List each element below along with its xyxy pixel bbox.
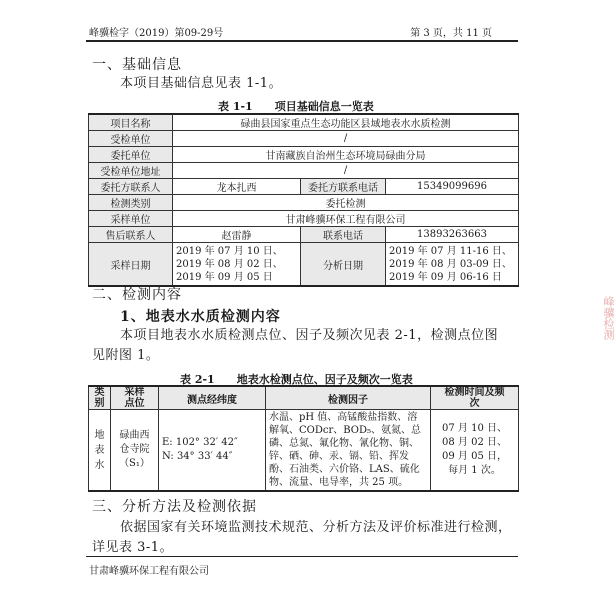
category-char: 地 (94, 429, 105, 441)
client-contact-label: 委托方联系人 (89, 179, 173, 195)
sampling-date: 2019 年 07 月 10 日、 (176, 245, 283, 257)
col-sampling-line1: 采样 (124, 387, 145, 398)
table-row (89, 211, 519, 227)
table2-caption-number: 表 2-1 (180, 373, 215, 386)
sampling-date-label: 采样日期 (89, 243, 173, 287)
inspected-addr-label: 受检单位地址 (89, 163, 173, 179)
table-row (89, 227, 519, 243)
doc-number: 峰骥检字（2019）第09-29号 (89, 28, 224, 39)
col-sampling-site (111, 386, 159, 410)
col-factors: 检测因子 (266, 386, 431, 410)
coord-e: E: 102° 32′ 42″ (162, 437, 238, 448)
site-line: 碌曲西 (119, 430, 150, 441)
project-name-value: 碌曲县国家重点生态功能区县域地表水水质检测 (173, 114, 519, 131)
category-char: 水 (94, 459, 105, 471)
site-cell (111, 410, 159, 492)
section2-para-line2: 见附图 1。 (92, 348, 160, 363)
analysis-date: 2019 年 07 月 11-16 日、 (389, 245, 512, 257)
analysis-dates (386, 243, 519, 287)
col-category-line2: 别 (94, 398, 105, 409)
phone-label: 联系电话 (301, 227, 386, 243)
factor-line: 酚、石油类、六价铬、LAS、硫化 (269, 464, 420, 475)
footer-company: 甘肃峰骥环保工程有限公司 (89, 566, 209, 577)
section3-para-line2: 详见表 3-1。 (92, 540, 174, 555)
category-cell (89, 410, 111, 492)
col-time (431, 386, 519, 410)
monitoring-table (88, 385, 519, 492)
inspected-addr-value: / (173, 163, 519, 179)
client-unit-value: 甘南藏族自治州生态环境局碌曲分局 (173, 147, 519, 163)
col-sampling-line2: 点位 (124, 398, 145, 409)
time-line: 08 月 02 日、 (442, 437, 507, 448)
project-name-label: 项目名称 (89, 114, 173, 131)
header-rule (86, 40, 518, 42)
factor-line: 水温、pH 值、高锰酸盐指数、溶 (269, 412, 418, 423)
section2-subtitle: 1、地表水水质检测内容 (120, 309, 281, 325)
table2-caption-title: 地表水检测点位、因子及频次一览表 (236, 373, 413, 386)
time-line: 09 月 05 日， (442, 451, 507, 462)
table-row (89, 147, 519, 163)
section2-para-line1: 本项目地表水水质检测点位、因子及频次见表 2-1，检测点位图 (120, 328, 499, 343)
client-contact-value: 龙本扎西 (173, 179, 301, 195)
section1-title: 一、基础信息 (92, 57, 182, 73)
factors-cell (266, 410, 431, 492)
factor-line: 物、流量、电导率，共 25 项。 (269, 477, 409, 488)
times-cell (431, 410, 519, 492)
table-header-row (89, 386, 519, 410)
analysis-date: 2019 年 08 月 03-09 日、 (389, 258, 512, 270)
test-type-value: 委托检测 (173, 195, 519, 211)
time-line: 07 月 10 日、 (442, 423, 507, 434)
project-info-table (88, 113, 519, 287)
aftersale-label: 售后联系人 (89, 227, 173, 243)
client-phone-value: 15349099696 (386, 179, 519, 195)
table-row (89, 114, 519, 131)
sampling-date: 2019 年 09 月 05 日 (176, 271, 273, 283)
table-row (89, 179, 519, 195)
factor-line: 磷、总氮、氟化物、氰化物、铜、 (269, 438, 419, 449)
table-row (89, 131, 519, 147)
sampling-dates (173, 243, 301, 287)
table-row (89, 163, 519, 179)
category-char: 表 (94, 444, 105, 456)
test-type-label: 检测类别 (89, 195, 173, 211)
col-time-line2: 次 (469, 398, 480, 409)
inspected-unit-label: 受检单位 (89, 131, 173, 147)
sampling-date: 2019 年 08 月 02 日、 (176, 258, 283, 270)
phone-value: 13893263663 (386, 227, 519, 243)
section1-intro: 本项目基础信息见表 1-1。 (120, 76, 283, 91)
section3-title: 三、分析方法及检测依据 (92, 499, 257, 515)
aftersale-value: 赵雷静 (173, 227, 301, 243)
time-line: 每月 1 次。 (448, 465, 501, 476)
page-info: 第 3 页，共 11 页 (410, 28, 492, 39)
col-time-line1: 检测时间及频 (444, 387, 505, 398)
table1-caption-number: 表 1-1 (218, 100, 253, 113)
factor-line: 解氧、CODcr、BOD₅、氨氮、总 (269, 425, 422, 436)
table-row (89, 195, 519, 211)
client-unit-label: 委托单位 (89, 147, 173, 163)
table1-caption (218, 98, 374, 114)
analysis-date-label: 分析日期 (301, 243, 386, 287)
site-line: 仓寺院 (119, 444, 150, 455)
table1-caption-title: 项目基础信息一览表 (274, 100, 374, 113)
sampling-unit-label: 采样单位 (89, 211, 173, 227)
col-coords: 测点经纬度 (159, 386, 266, 410)
site-line: （S₁） (119, 458, 150, 469)
footer-rule (86, 556, 518, 557)
coords-cell (159, 410, 266, 492)
col-category-line1: 类 (94, 387, 105, 398)
inspected-unit-value: / (173, 131, 519, 147)
coord-n: N: 34° 33′ 44″ (162, 451, 233, 462)
table-row (89, 410, 519, 492)
section2-title: 二、检测内容 (92, 287, 182, 303)
company-seal-stamp: 峰骥检测 (602, 296, 615, 340)
sampling-unit-value: 甘肃峰骥环保工程有限公司 (173, 211, 519, 227)
col-category (89, 386, 111, 410)
client-phone-label: 委托方联系电话 (301, 179, 386, 195)
analysis-date: 2019 年 09 月 06-16 日 (389, 271, 502, 283)
section3-para-line1: 依据国家有关环境监测技术规范、分析方法及评价标准进行检测， (120, 520, 512, 535)
factor-line: 锌、硒、砷、汞、镉、铅、挥发 (269, 451, 409, 462)
table-row (89, 243, 519, 287)
